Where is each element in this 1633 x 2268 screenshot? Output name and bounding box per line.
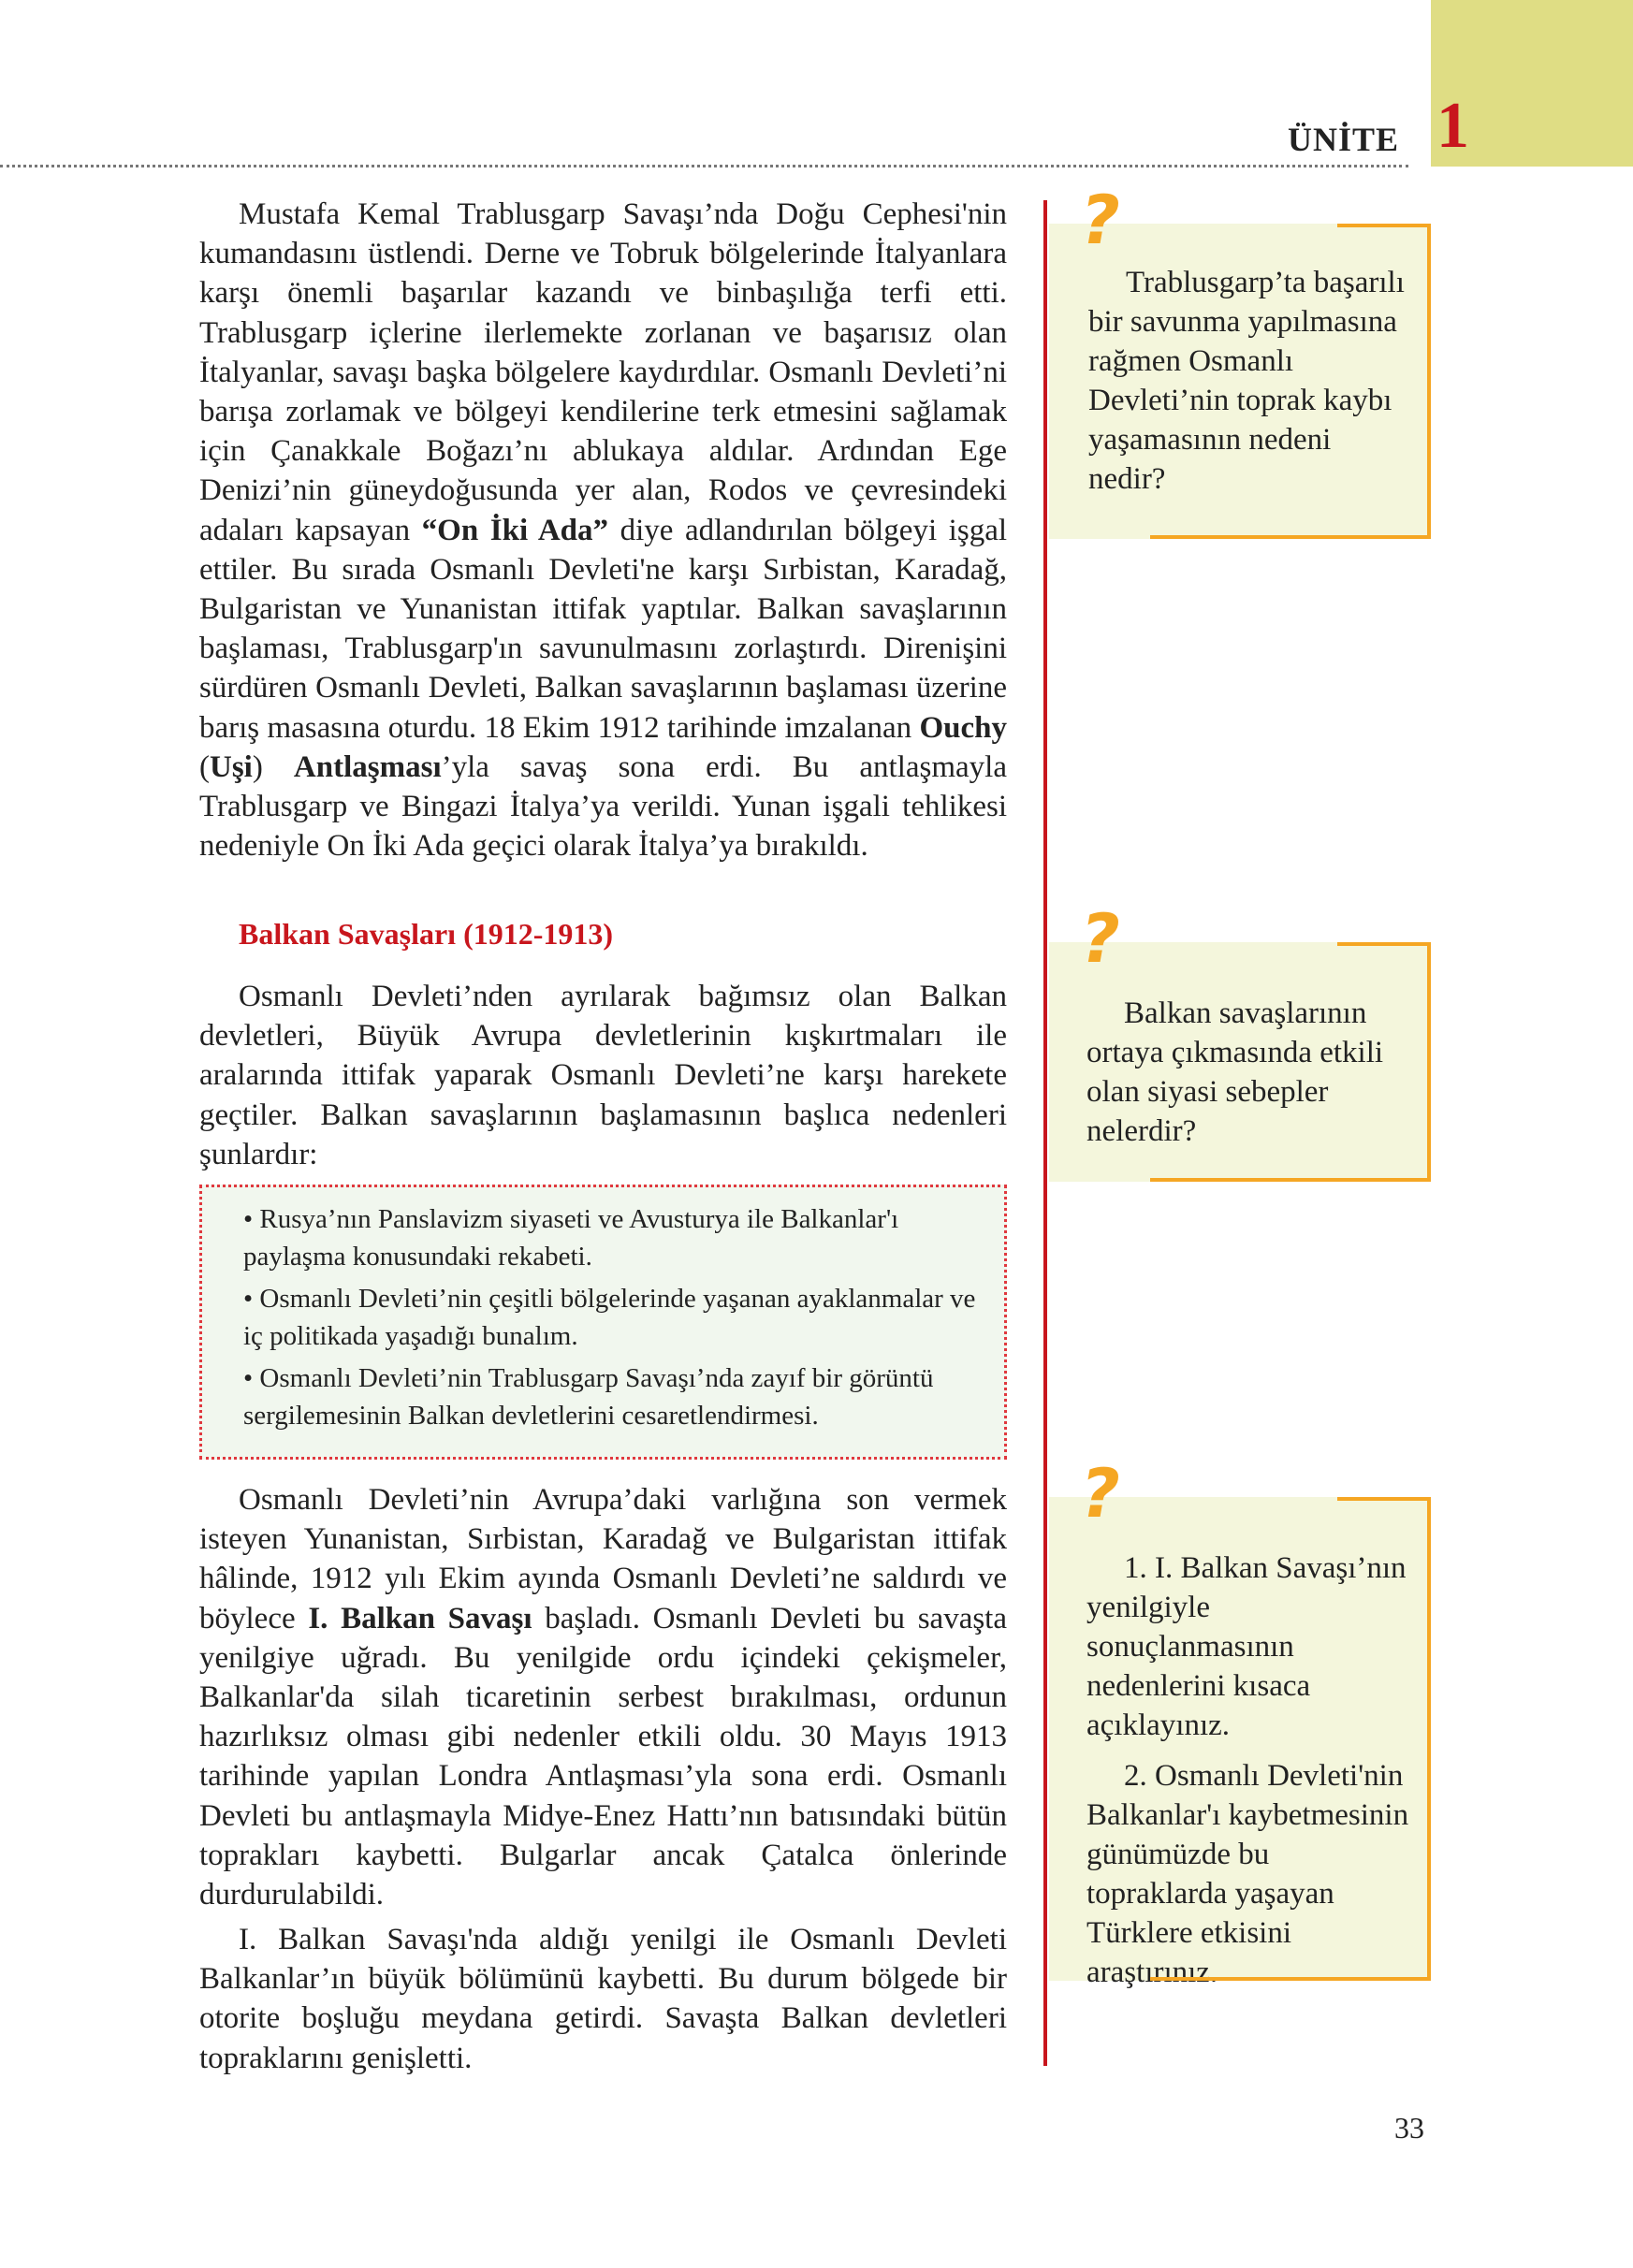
question-text: Balkan savaşlarının ortaya çıkmasında etkili olan siyasi sebepler nelerdir? xyxy=(1086,996,1384,1148)
text-segment: Osmanlı Devleti’nin Avrupa’daki varlığına son vermek isteyen Yunanistan, Sırbistan, Karadağ ve Bulgaristan ittifak hâlinde, 1912 yılı Ekim ayında Osmanlı Devleti’ne saldırdı ve böylece xyxy=(199,1483,1007,1636)
section-heading: Balkan Savaşları (1912-1913) xyxy=(239,917,614,951)
cause-item: • Osmanlı Devleti’nin çeşitli bölgelerinde yaşanan ayaklanmalar ve iç politikada yaşadığı bunalım. xyxy=(243,1284,976,1351)
margin-red-rule xyxy=(1043,200,1047,2066)
question-box-1 xyxy=(1049,181,1431,539)
text-segment: ’yla savaş sona erdi. Bu antlaşmayla Trablusgarp ve Bingazi İtalya’ya verildi. Yunan işgali tehlikesi nedeniyle On İki Ada geçici olarak İtalya’ya bırakıldı. xyxy=(199,749,1007,864)
question-mark-icon: ? xyxy=(1073,899,1128,978)
question-mark-icon: ? xyxy=(1073,181,1128,259)
unit-number: 1 xyxy=(1436,90,1469,162)
text-segment: diye adlandırılan bölgeyi işgal ettiler. Bu sırada Osmanlı Devleti'ne karşı Sırbistan, Karadağ, Bulgaristan ve Yunanistan ittifak yaptılar. Balkan savaşlarının başlaması, Trablusgarp'ın savunulmasını zorlaştırdı. Direnişini sürdüren Osmanlı Devleti, Balkan savaşlarının başlaması üzerine barış masasına oturdu. 18 Ekim 1912 tarihinde imzalanan xyxy=(199,513,1008,745)
text-segment: başladı. Osmanlı Devleti bu savaşta yenilgiye uğradı. Bu yenilgide ordu içindeki çekişmeler, Balkanlar'da silah ticaretinin serbest bırakılması, ordunun hazırlıksız olması gibi nedenler etkili oldu. 30 Mayıs 1913 tarihinde yapılan Londra Antlaşması’yla sona erdi. Osmanlı Devleti bu antlaşmayla Midye-Enez Hattı’nın batısındaki bütün toprakları kaybetti. Bulgarlar ancak Çatalca önlerinde durdurulabildi. xyxy=(199,1601,1007,1912)
text-segment: ) xyxy=(252,749,294,784)
paragraph-first-balkan-war xyxy=(199,1480,1007,1914)
question-text: 2. Osmanlı Devleti'nin Balkanlar'ı kaybetmesinin günümüzde bu topraklarda yaşayan Türklere etkisini araştırınız. xyxy=(1086,1759,1409,1989)
unit-label: ÜNİTE xyxy=(1287,121,1399,158)
bold-term: Ouchy xyxy=(919,710,1007,745)
page-number: 33 xyxy=(1394,2111,1424,2144)
cause-item: • Rusya’nın Panslavizm siyaseti ve Avusturya ile Balkanlar'ı paylaşma konusundaki rekabeti. xyxy=(243,1204,899,1272)
text-segment: I. Balkan Savaşı'nda aldığı yenilgi ile Osmanlı Devleti Balkanlar’ın büyük bölümünü kaybetti. Bu durum bölgede bir otorite boşluğu meydana getirdi. Savaşta Balkan devletleri topraklarını genişletti. xyxy=(199,1923,1007,2075)
paragraph-balkan-intro xyxy=(199,977,1007,1174)
bold-term: I. Balkan Savaşı xyxy=(308,1601,532,1636)
paragraph-aftermath xyxy=(199,1920,1007,2078)
question-box-2 xyxy=(1049,899,1431,1182)
header-dotted-divider xyxy=(0,165,1408,167)
question-mark-icon: ? xyxy=(1073,1454,1128,1533)
question-text: 1. I. Balkan Savaşı’nın yenilgiyle sonuçlanmasının nedenlerini kısaca açıklayınız. xyxy=(1086,1551,1407,1742)
bold-term: “On İki Ada” xyxy=(421,513,609,547)
paragraph-trablusgarp xyxy=(199,195,1007,865)
text-segment: Mustafa Kemal Trablusgarp Savaşı’nda Doğu Cephesi'nin kumandasını üstlendi. Derne ve Tobruk bölgelerinde İtalyanlara karşı önemli başarılar kazandı ve binbaşılığa terfi etti. Trablusgarp içlerine ilerlemekte zorlanan ve başarısız olan İtalyanlar, savaşı başka bölgelere kaydırdılar. Osmanlı Devleti’ni barışa zorlamak ve bölgeyi kendilerine terk etmesini sağlamak için Çanakkale Boğazı’nı ablukaya aldılar. Ardından Ege Denizi’nin güneydoğusunda yer alan, Rodos ve çevresindeki adaları kapsayan xyxy=(199,197,1007,547)
cause-item: • Osmanlı Devleti’nin Trablusgarp Savaşı’nda zayıf bir görüntü sergilemesinin Balkan devletlerini cesaretlendirmesi. xyxy=(243,1363,934,1431)
question-text: Trablusgarp’ta başarılı bir savunma yapılmasına rağmen Osmanlı Devleti’nin toprak kaybı yaşamasının nedeni nedir? xyxy=(1088,266,1405,496)
text-segment: ( xyxy=(199,749,210,784)
bold-term: Uşi xyxy=(210,749,253,784)
bold-term: Antlaşması xyxy=(293,749,442,784)
causes-box xyxy=(199,1185,1007,1460)
text-segment: Osmanlı Devleti’nden ayrılarak bağımsız olan Balkan devletleri, Büyük Avrupa devletlerinin kışkırtmaları ile aralarında ittifak yaparak Osmanlı Devleti’ne karşı harekete geçtiler. Balkan savaşlarının başlamasının başlıca nedenleri şunlardır: xyxy=(199,980,1007,1171)
question-box-3 xyxy=(1049,1454,1431,1989)
